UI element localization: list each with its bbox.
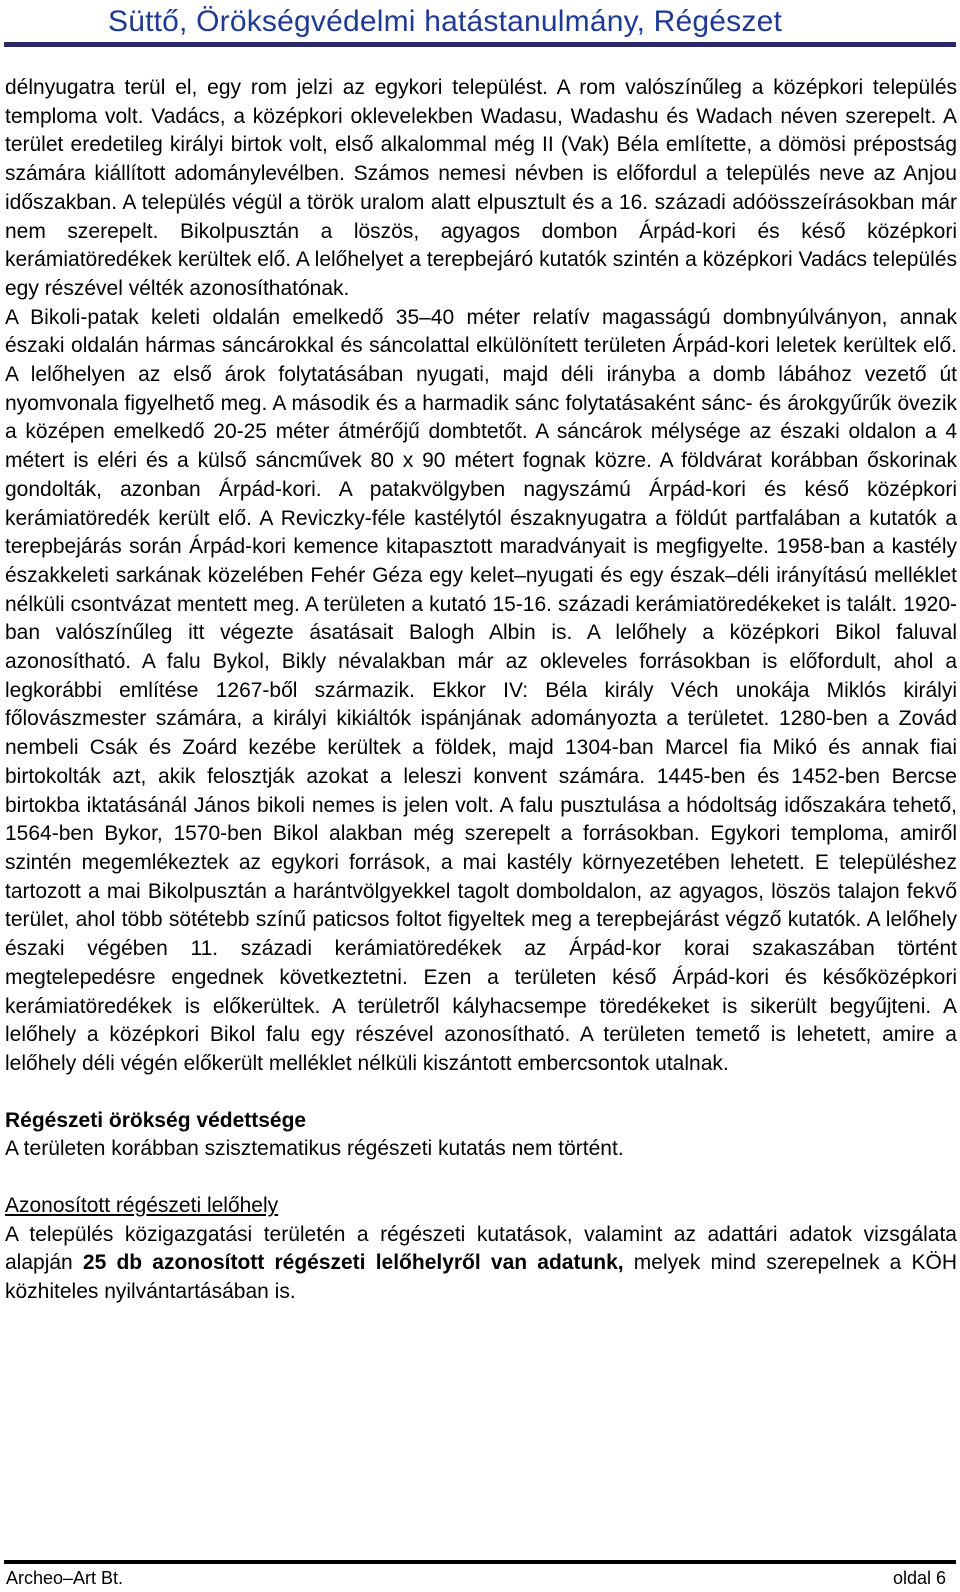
protection-text: A területen korábban szisztematikus régészeti kutatás nem történt.: [5, 1137, 624, 1161]
paragraph-spacer: [5, 1079, 957, 1107]
identified-site-heading: Azonosított régészeti lelőhely: [5, 1194, 279, 1218]
identified-text-before: A település közigazgatási területén a régészeti kutatások, valamint az adattári adatok vizsgálata alapján: [5, 1222, 957, 1275]
header-rule: [4, 42, 956, 47]
page-header: [0, 0, 960, 48]
identified-text-after: melyek mind szerepelnek a KÖH közhiteles nyilvántartásában is.: [5, 1251, 957, 1304]
footer-rule: [4, 1560, 956, 1564]
paragraph-spacer: [5, 1164, 957, 1192]
body-paragraph-1: délnyugatra terül el, egy rom jelzi az egykori települést. A rom valószínűleg a középkori település temploma volt. Vadács, a középkori oklevelekben Wadasu, Wadashu és Wadach néven szerepelt. A terület eredetileg királyi birtok volt, első alkalommal még II (Vak) Béla említette, a dömösi prépostság számára kiállított adománylevélben. Számos nemesi névben is előfordul a település neve az Anjou időszakban. A település végül a török uralom alatt elpusztult és a 16. századi adóösszeírásokban már nem szerepelt. Bikolpusztán a löszös, agyagos dombon Árpád-kori és késő középkori kerámiatöredékek kerültek elő. A lelőhelyet a terepbejáró kutatók szintén a középkori Vadács település egy részével vélték azonosíthatónak.: [5, 76, 957, 300]
identified-site-text: [5, 1221, 957, 1307]
protection-heading: Régészeti örökség védettsége: [5, 1108, 307, 1132]
body-paragraph-2: A Bikoli-patak keleti oldalán emelkedő 35–40 méter relatív magasságú dombnyúlványon, annak északi oldalán hármas sáncárokkal és sáncolattal elkülönített területen Árpád-kori leletek kerültek elő. A lelőhelyen az első árok folytatásában nyugati, majd déli irányba a domb lábához vezető út nyomvonala figyelhető meg. A második és a harmadik sánc folytatásaként sánc- és árokgyűrűk övezik a középen emelkedő 20-25 méter átmérőjű dombtetőt. A sáncárok mélysége az északi oldalon a 4 métert is eléri és a külső sáncművek 80 x 90 métert fognak közre. A földvárat korábban őskorinak gondolták, azonban Árpád-kori. A patakvölgyben nagyszámú Árpád-kori és késő középkori kerámiatöredék került elő. A Reviczky-féle kastélytól északnyugatra a földút partfalában a kutatók a terepbejárás során Árpád-kori kemence kitapasztott maradványait is megfigyelte. 1958-ban a kastély északkeleti sarkának közelében Fehér Géza egy kelet–nyugati és egy észak–déli irányítású melléklet nélküli csontvázat mentett meg. A területen a kutató 15-16. századi kerámiatöredékeket is talált. 1920-ban valószínűleg itt végezte ásatásait Balogh Albin is. A lelőhely a középkori Bikol faluval azonosítható. A falu Bykol, Bikly névalakban már az okleveles forrásokban is előfordult, ahol a legkorábbi említése 1267-ből származik. Ekkor IV: Béla király Véch unokája Miklós királyi főlovászmester számára, a királyi kikiáltók ispánjának adományozta a területet. 1280-ben a Zovád nembeli Csák és Zoárd kezébe kerültek a földek, majd 1304-ban Marcel fia Mikó és annak fiai birtokolták azt, akik felosztják azokat a leleszi konvent számára. 1445-ben és 1452-ben Bercse birtokba iktatásánál János bikoli nemes is jelen volt. A falu pusztulása a hódoltság időszakára tehető, 1564-ben Bykor, 1570-ben Bikol alakban még szerepelt a forrásokban. Egykori temploma, amiről szintén megemlékeztek az egykori források, a mai kastély környezetében lehetett. E településhez tartozott a mai Bikolpusztán a harántvölgyekkel tagolt domboldalon, az agyagos, löszös talajon fekvő terület, ahol több sötétebb színű paticsos foltot figyeltek meg a terepbejárást végző kutatók. A lelőhely északi végében 11. századi kerámiatöredékek az Árpád-kor korai szakaszában történt megtelepedésre engednek következtetni. Ezen a területen késő Árpád-kori és későközépkori kerámiatöredékek is előkerültek. A területről kályhacsempe töredékeket is sikerült begyűjteni. A lelőhely a középkori Bikol falu egy részével azonosítható. A területen temető is lehetett, amire a lelőhely déli végén előkerült melléklet nélküli kiszántott embercsontok utalnak.: [5, 305, 957, 1075]
identified-text-bold: 25 db azonosított régészeti lelőhelyről van adatunk,: [82, 1251, 624, 1275]
document-body: [5, 74, 957, 1307]
page-footer: [0, 1560, 960, 1592]
document-title: Süttő, Örökségvédelmi hatástanulmány, Régészet: [108, 5, 782, 38]
page-number: oldal 6: [892, 1568, 946, 1588]
publisher-name: Archeo–Art Bt.: [6, 1568, 124, 1588]
